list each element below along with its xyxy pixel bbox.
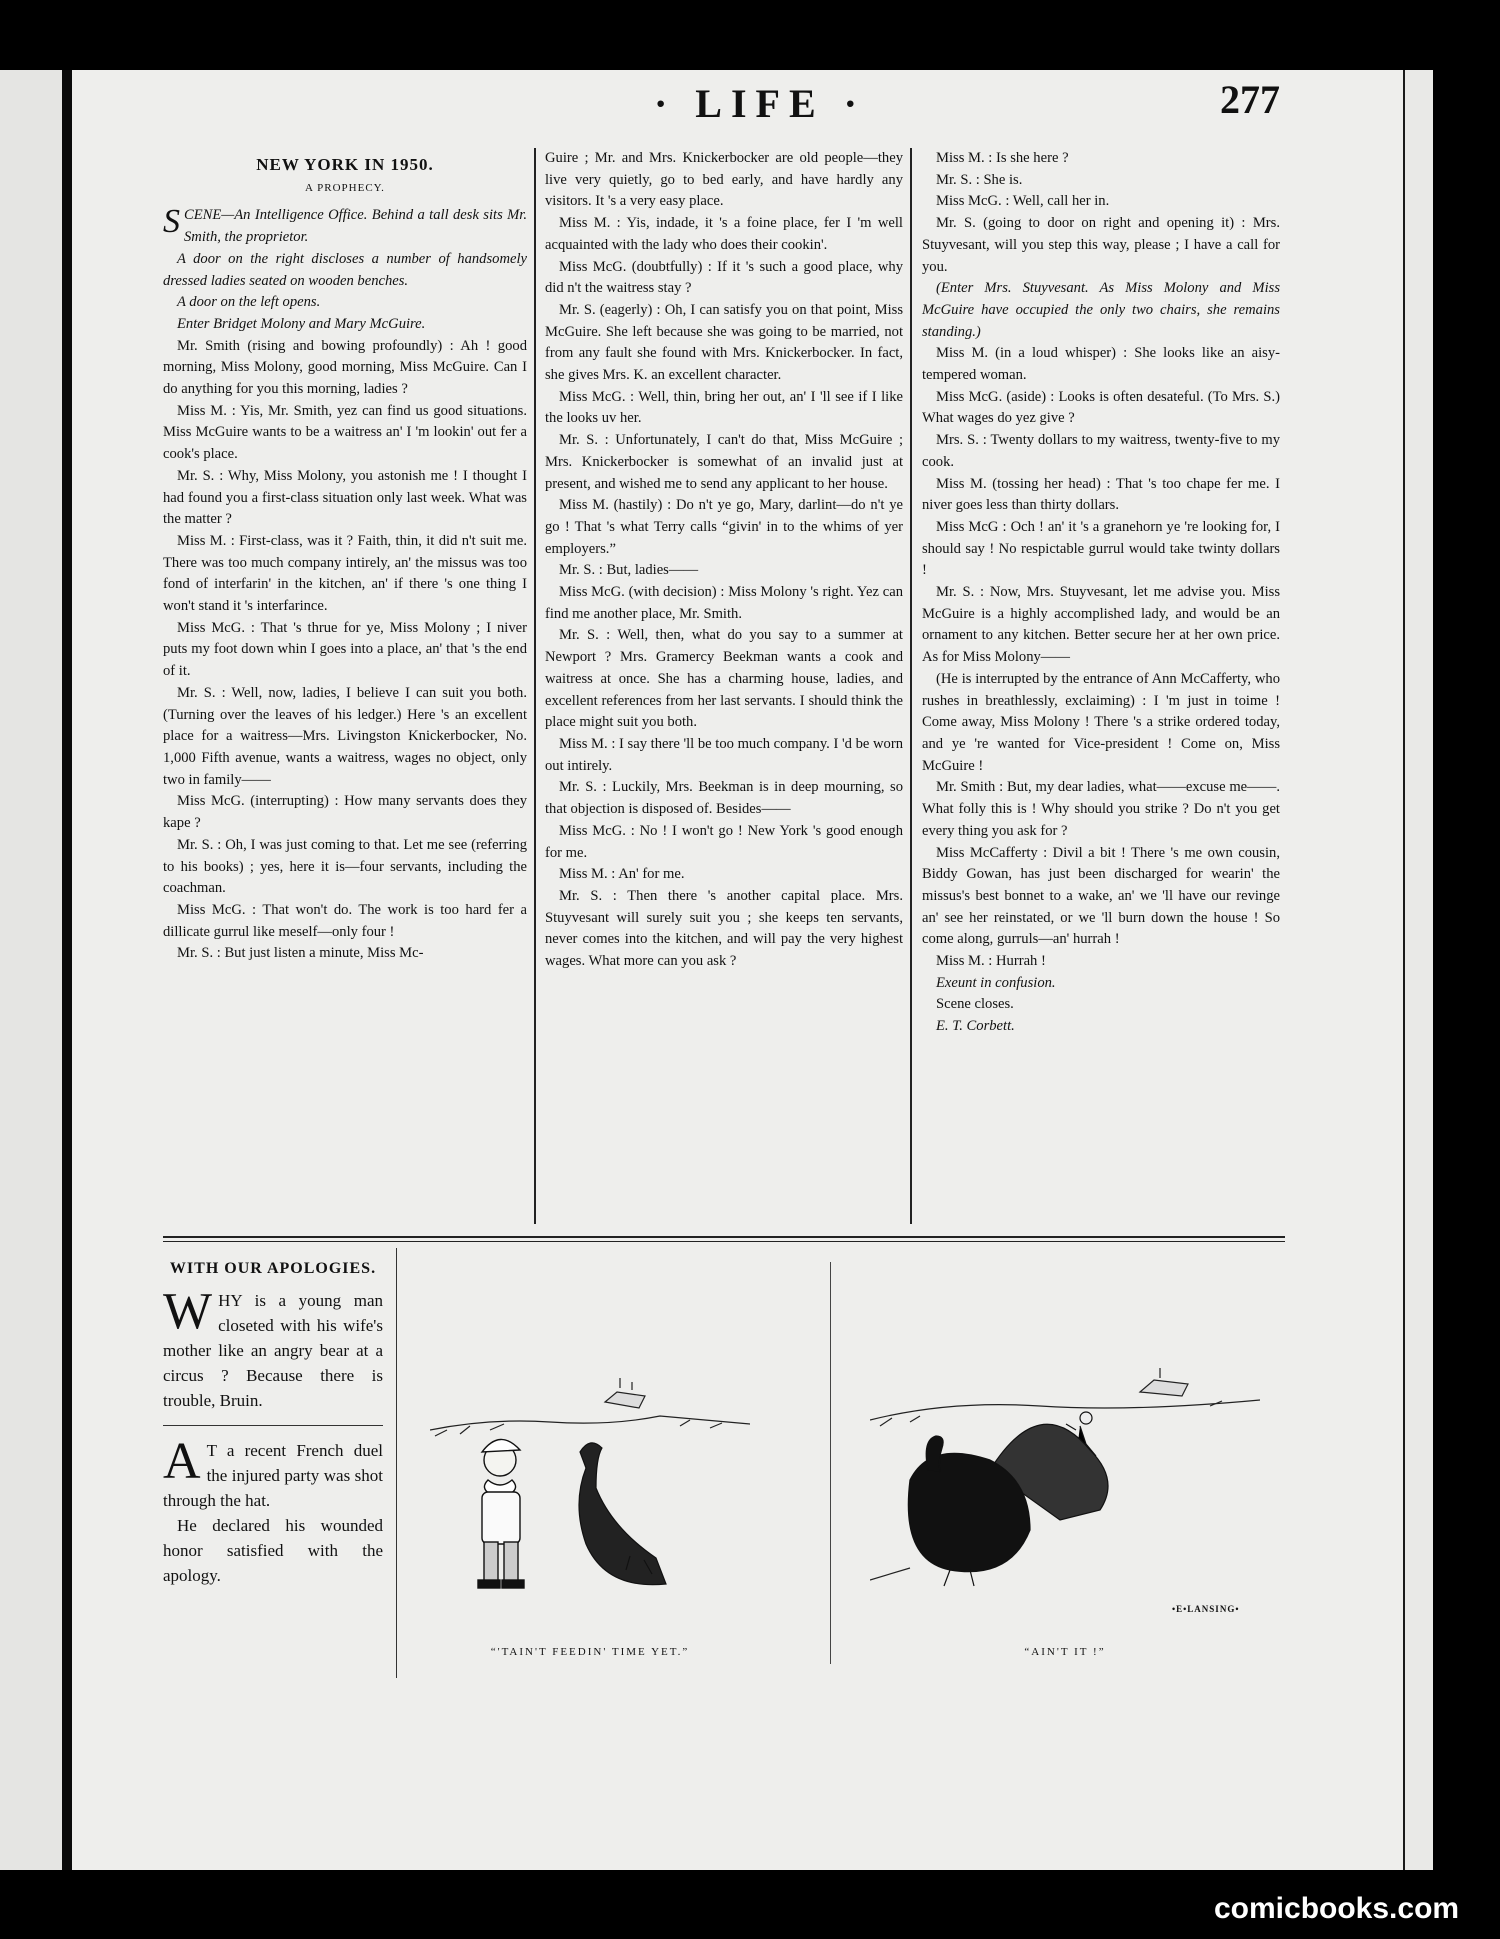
watermark: comicbooks.com (1214, 1892, 1460, 1925)
page-header (460, 77, 1290, 140)
article-paragraph: Miss McCafferty : Divil a bit ! There 's me own cousin, Biddy Gowan, has just been discharged for wearin' the missus's best bonnet to a wake, an' we 'll have our revinge an' see her reinstated, or we 'll burn down the house ! So come along, gurruls—an' hurrah ! (922, 844, 1280, 948)
article-subtitle: A PROPHECY. (305, 181, 385, 194)
article-paragraph: Exeunt in confusion. (936, 974, 1056, 991)
drop-cap: A (163, 1433, 201, 1490)
article-paragraph: Miss M. : An' for me. (559, 866, 685, 883)
article-paragraph: Mr. S. : She is. (936, 171, 1023, 188)
article-paragraph: Miss M. : Is she here ? (936, 150, 1069, 166)
article-paragraph: Miss M. : Hurrah ! (936, 953, 1046, 970)
illustration-boy-and-peahen (430, 1330, 750, 1590)
column-rule (910, 148, 912, 1224)
article-paragraph: Mr. S. : Oh, I was just coming to that. Let me see (referring to his books) ; yes, here it is—four servants, including the coachman. (163, 836, 527, 897)
article-paragraph: Mr. Smith (rising and bowing profoundly) : Ah ! good morning, Miss Molony, good morning, Miss McGuire. Can I do anything for you this morning, ladies ? (163, 337, 527, 398)
article-paragraph: Mr. S. : Unfortunately, I can't do that, Miss McGuire ; Mrs. Knickerbocker is somewhat of an invalid just at present, and wished me to send any applicant to her house. (545, 432, 903, 492)
article-paragraph: Miss McG. : That 's thrue for ye, Miss Molony ; I niver puts my foot down whin I goes into a place, an' that 's the end of it. (163, 619, 527, 680)
article-paragraph: Miss M. (in a loud whisper) : She looks like an aisy-tempered woman. (922, 345, 1280, 384)
apologies-title: WITH OUR APOLOGIES. (169, 1260, 377, 1277)
article-paragraph: (He is interrupted by the entrance of Ann McCafferty, who rushes in breathlessly, exclaiming) : I 'm just in toime ! Come away, Miss Molony ! There 's a strike ordered today, and ye 're wanted for Vice-president ! Come on, Miss McGuire ! (922, 670, 1280, 774)
article-paragraph: A door on the right discloses a number of handsomely dressed ladies seated on wooden benches. (163, 250, 527, 289)
article-paragraph: Miss McG : Och ! an' it 's a granehorn ye 're looking for, I should say ! No respictable gurrul would take twinty dollars ! (922, 518, 1280, 579)
illustration-turkey-and-boy (870, 1330, 1260, 1590)
section-divider (163, 1236, 1285, 1242)
article-title: NEW YORK IN 1950. (256, 155, 434, 174)
article-paragraph: Miss McG. (interrupting) : How many servants does they kape ? (163, 793, 527, 832)
illustration-divider (830, 1262, 831, 1664)
article-paragraph: Enter Bridget Molony and Mary McGuire. (177, 315, 426, 332)
illustration-caption-right: “AIN'T IT !” (1024, 1646, 1106, 1658)
article-paragraph: Mr. S. : Well, then, what do you say to a summer at Newport ? Mrs. Gramercy Beekman wants a cook and waitress at once. She has a charming house, ladies, and excellent references from her last servants. I should think the place might suit you both. (545, 627, 903, 731)
article-paragraph: Mr. S. : Luckily, Mrs. Beekman is in deep mourning, so that objection is disposed of. Besides—— (545, 779, 903, 818)
article-paragraph: Miss McG. : Well, call her in. (936, 193, 1110, 210)
article-paragraph: Miss McG. (with decision) : Miss Molony 's right. Yez can find me another place, Mr. Smith. (545, 584, 903, 622)
boy-figure (478, 1439, 524, 1588)
article-column-1 (163, 148, 527, 965)
article-paragraph: Mr. S. (going to door on right and opening it) : Mrs. Stuyvesant, will you step this way, please ; I have a call for you. (922, 215, 1280, 275)
apologies-paragraph-1: WHY is a young man closeted with his wife's mother like an angry bear at a circus ? Because there is trouble, Bruin. (163, 1283, 383, 1410)
article-paragraph: Mr. S. : Why, Miss Molony, you astonish me ! I thought I had found you a first-class situation only last week. What was the matter ? (163, 467, 527, 528)
article-paragraph: Miss M. : Yis, Mr. Smith, yez can find us good situations. Miss McGuire wants to be a waitress an' I 'm lookin' out fer a cook's place. (163, 402, 527, 463)
turkey-figure (908, 1424, 1108, 1586)
article-paragraph: Mr. Smith : But, my dear ladies, what——excuse me——. What folly this is ! Why should you strike ? Do n't you get every thing you ask for ? (922, 779, 1280, 839)
illustration-caption-left: “'TAIN'T FEEDIN' TIME YET.” (490, 1646, 690, 1658)
article-paragraph: Miss McG. (aside) : Looks is often desateful. (To Mrs. S.) What wages do yez give ? (922, 388, 1280, 427)
article-paragraph: E. T. Corbett. (936, 1018, 1015, 1035)
article-paragraph: Miss M. (hastily) : Do n't ye go, Mary, darlint—do n't ye go ! That 's what Terry calls “givin' in to the whims of yer employers.” (545, 497, 903, 557)
column-rule (396, 1248, 397, 1678)
article-column-3 (922, 148, 1280, 1038)
article-paragraph: Mr. S. : But just listen a minute, Miss Mc- (177, 945, 424, 962)
article-paragraph: Miss M. : I say there 'll be too much company. I 'd be worn out intirely. (545, 735, 903, 774)
artist-signature: •E•LANSING• (1172, 1604, 1240, 1614)
article-paragraph: Mr. S. : But, ladies—— (559, 562, 699, 579)
apologies-paragraph-2: A T a recent French duel the injured party was shot through the hat. (163, 1433, 383, 1510)
article-paragraph: Mr. S. : Well, now, ladies, I believe I can suit you both. (Turning over the leaves of his ledger.) Here 's an excellent place for a waitress—Mrs. Livingston Knickerbocker, No. 1,000 Fifth avenue, wants a waitress, wages no object, only two in family—— (163, 684, 527, 788)
page-number: 277 (1220, 77, 1280, 122)
article-paragraph: Mr. S. (eagerly) : Oh, I can satisfy you on that point, Miss McGuire. She left because she was going to be married, not from any fault she found with Mrs. Knickerbocker. In fact, she gives Mrs. K. an excellent character. (545, 301, 903, 384)
peahen-figure (579, 1443, 666, 1585)
article-paragraph: Miss McG. (doubtfully) : If it 's such a good place, why did n't the waitress stay ? (545, 258, 903, 297)
article-paragraph: Miss McG. : That won't do. The work is too hard fer a dillicate gurrul like meself—only four ! (163, 901, 527, 940)
column-rule (534, 148, 536, 1224)
article-paragraph: Miss M. : First-class, was it ? Faith, thin, it did n't suit me. There was too much company intirely, an' the missus was too fond of interfarin' in the kitchen, an' if there 's one thing I won't stand it 's interfarince. (163, 532, 527, 615)
drop-cap: S (163, 203, 180, 241)
article-paragraph: Miss McG. : Well, thin, bring her out, an' I 'll see if I like the looks uv her. (545, 388, 903, 427)
article-paragraph: Miss McG. : No ! I won't go ! New York 's good enough for me. (545, 822, 903, 861)
article-column-2 (545, 148, 903, 973)
apologies-paragraph-3: He declared his wounded honor satisfied with the apology. (163, 1516, 383, 1585)
article-paragraph: Scene closes. (936, 996, 1014, 1013)
article-paragraph: Mr. S. : Now, Mrs. Stuyvesant, let me advise you. Miss McGuire is a highly accomplished lady, and would be an ornament to any kitchen. Better secure her at her own price. As for Miss Molony—— (922, 584, 1280, 666)
article-paragraph: Guire ; Mr. and Mrs. Knickerbocker are old people—they live very quietly, go to bed early, and have hardly any visitors. It 's a very easy place. (545, 150, 903, 210)
article-paragraph: Mr. S. : Then there 's another capital place. Mrs. Stuyvesant will surely suit you ; she keeps ten servants, never comes into the kitchen, and will pay the very highest wages. What more can you ask ? (545, 887, 903, 970)
article-paragraph: Miss M. : Yis, indade, it 's a foine place, fer I 'm well acquainted with the lady who does their cookin'. (545, 215, 903, 253)
article-paragraph: (Enter Mrs. Stuyvesant. As Miss Molony and Miss McGuire have occupied the only two chairs, she remains standing.) (922, 280, 1280, 340)
drop-cap: W (163, 1283, 213, 1340)
page-binding-edge (1403, 70, 1433, 1870)
apologies-column (163, 1258, 383, 1588)
masthead: · LIFE · (653, 81, 867, 126)
article-paragraph: Mrs. S. : Twenty dollars to my waitress, twenty-five to my cook. (922, 432, 1280, 470)
previous-page-edge (0, 70, 72, 1870)
article-paragraph: A door on the left opens. (177, 294, 321, 311)
article-paragraph: Miss M. (tossing her head) : That 's too chape fer me. I niver goes less than thirty dollars. (922, 475, 1280, 514)
article-paragraph: SCENE—An Intelligence Office. Behind a tall desk sits Mr. Smith, the proprietor. (163, 203, 527, 246)
apologies-divider (163, 1425, 383, 1426)
